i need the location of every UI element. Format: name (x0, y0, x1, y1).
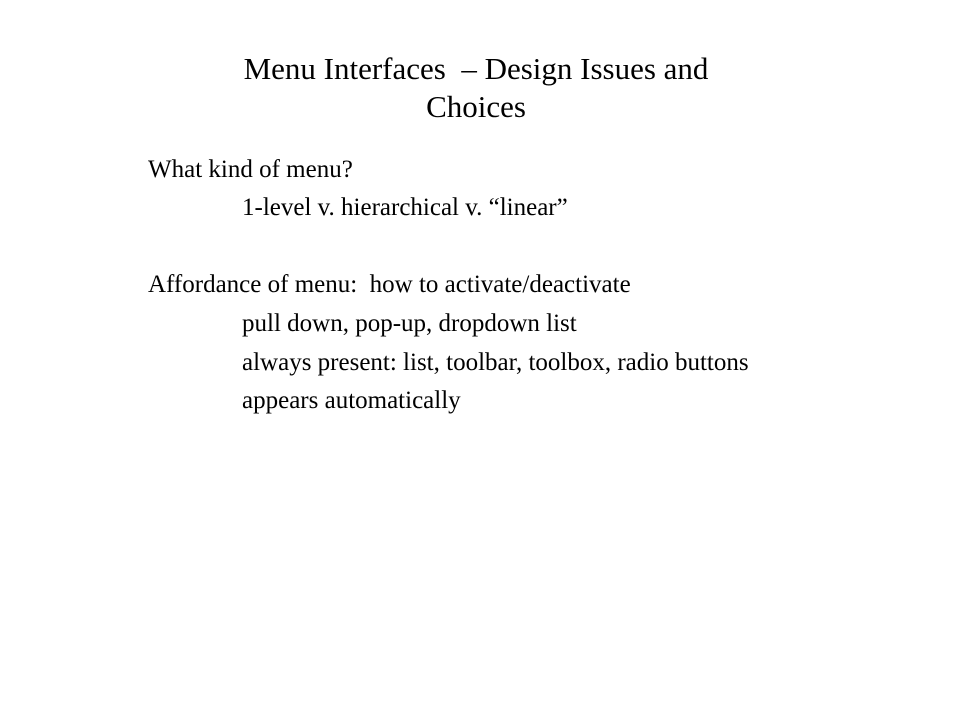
slide-title-line-1: Menu Interfaces – Design Issues and (243, 51, 709, 86)
slide-title-line-2: Choices (426, 89, 526, 124)
section-heading-menu-kind: What kind of menu? (148, 156, 353, 183)
bullet-menu-types: 1-level v. hierarchical v. “linear” (242, 194, 568, 221)
bullet-pull-down: pull down, pop-up, dropdown list (242, 310, 577, 337)
bullet-always-present: always present: list, toolbar, toolbox, radio buttons (242, 349, 749, 376)
bullet-appears-automatically: appears automatically (242, 387, 461, 414)
section-heading-affordance: Affordance of menu: how to activate/deactivate (148, 271, 631, 298)
